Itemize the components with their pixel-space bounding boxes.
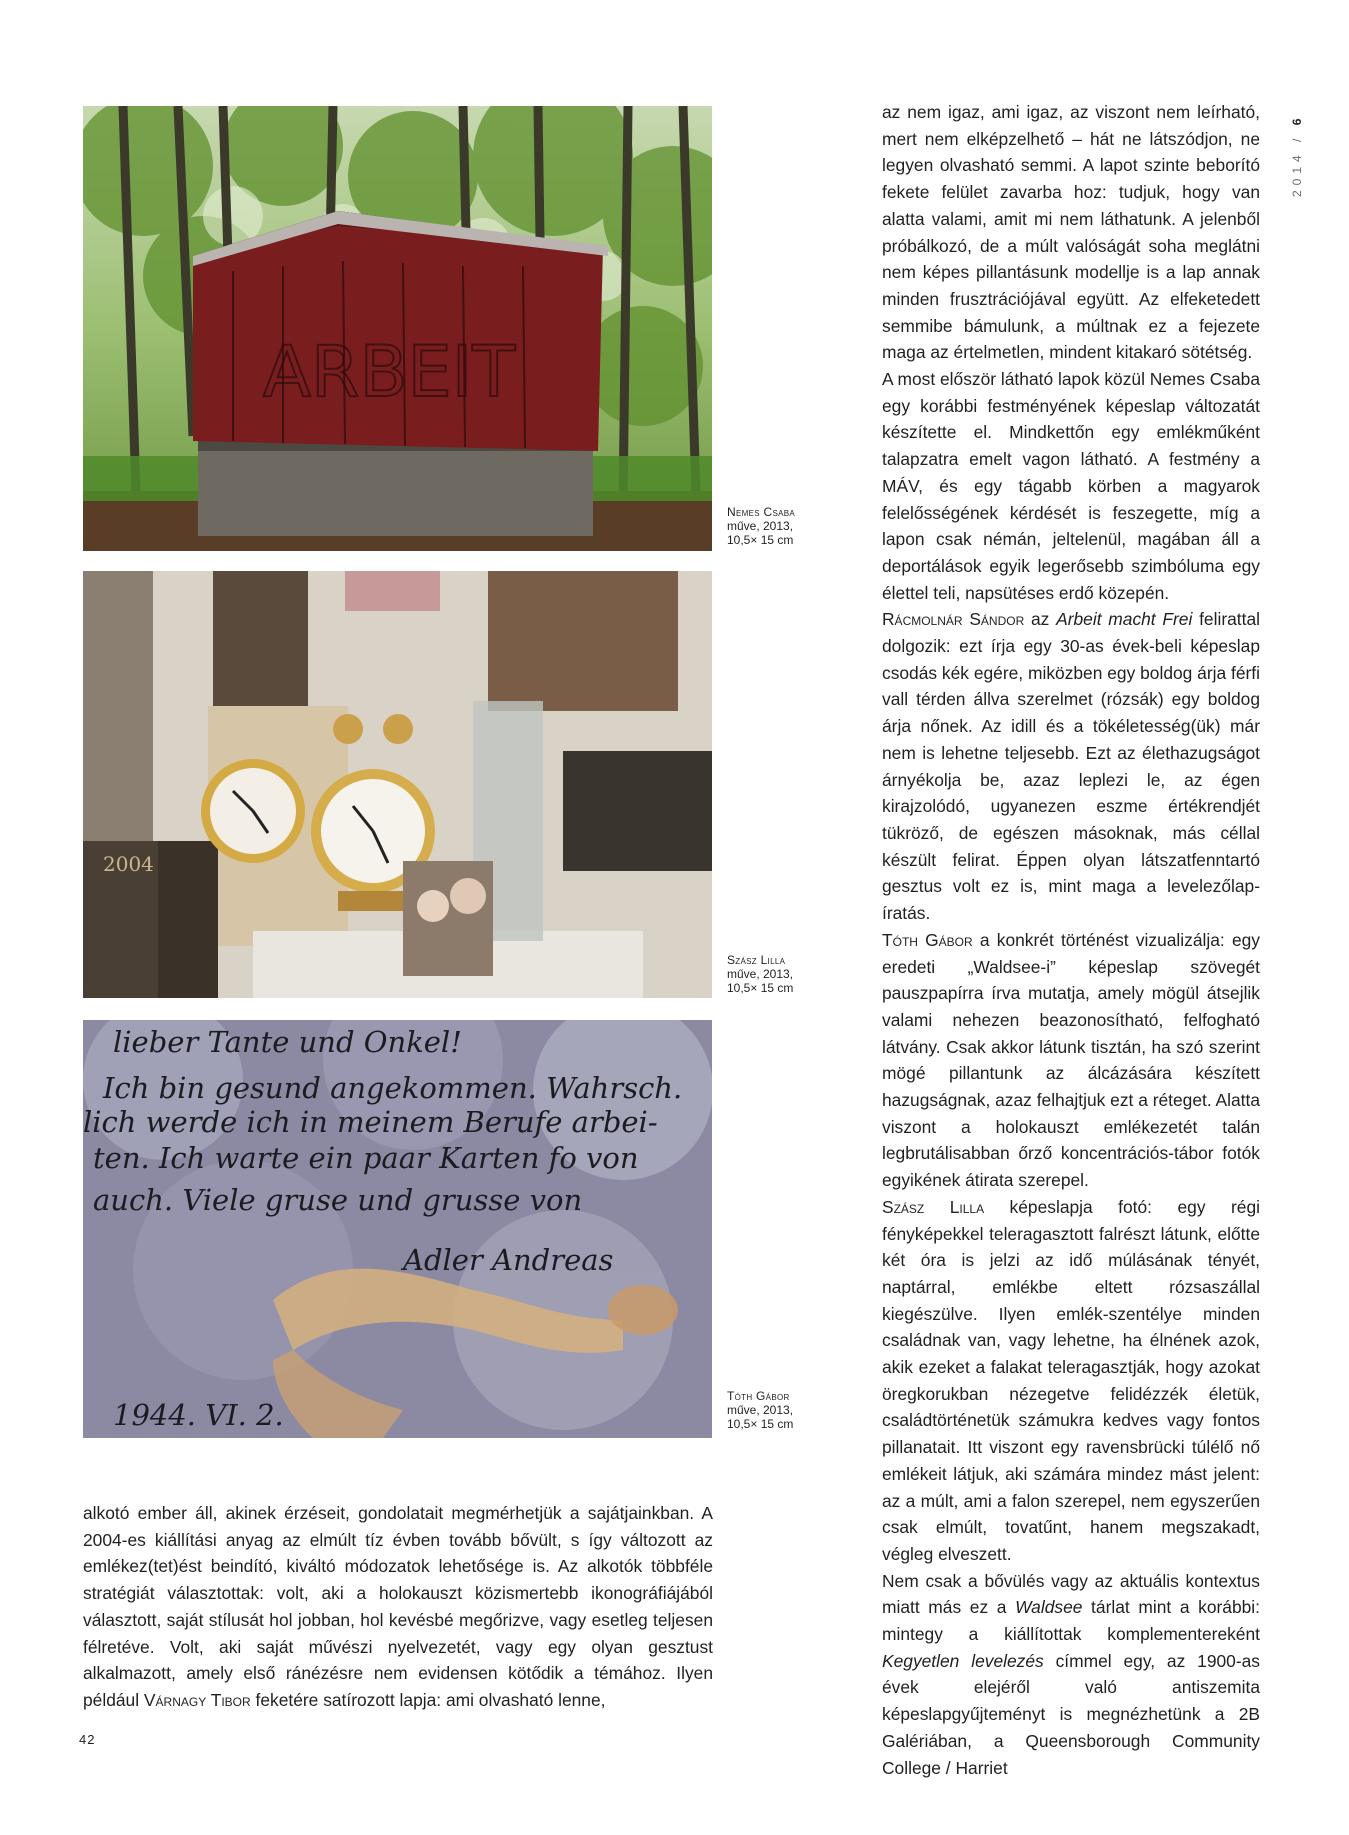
postcard-artwork	[83, 1020, 712, 1438]
postcard-line: auch. Viele gruse und grusse von	[93, 1183, 583, 1217]
clock-year-label: 2004	[103, 852, 154, 876]
caption-artist: Tóth Gábor	[727, 1389, 790, 1403]
work-title: Arbeit macht Frei	[1056, 609, 1193, 630]
issue-label	[1290, 102, 1306, 197]
exhibition-title: Kegyetlen levelezés	[882, 1650, 1044, 1671]
paragraph: Szász Lilla képeslapja fotó: egy régi fényképekkel teleragasztott falrészt látunk, előtte két óra is jelzi az idő múlásának tényét, naptárral, emlékbe eltett rózsaszállal kiegészülve. Ilyen emlék-szentélye minden családnak van, vagy lehetne, ha élnének azok, akik ezeket a falakat teleragasztják, hogy azokat öregkorukban nézegetve felidézzék életük, családtörténetük számukra kedves vagy fontos pillanatait. Itt viszont egy ravensbrücki túlélő nő emlékeit látjuk, aki számára mindez mást jelent: az a múlt, ami a falon szerepel, nem egyszerűen csak elmúlt, tovatűnt, hanem megszakadt, végleg elveszett.	[882, 1196, 1260, 1564]
issue-number: 6	[1290, 113, 1304, 126]
paragraph: Rácmolnár Sándor az Arbeit macht Frei felirattal dolgozik: ezt írja egy 30-as évek-beli képeslap csodás kék egére, miközben egy boldog árja férfi vall térden állva szerelmet (rózsák) egy boldog árja nőnek. Az idill és a tökéletesség(ük) már nem is lehetne teljesebb. Ezt az élethazugságot árnyékolja be, azaz leplezi le, az égen kirajzolódó, ugyanezen eszme értékrendjét tükröző, de egészen másoknak, más céllal készült felirat. Éppen olyan látszatfenntartó gesztus volt ez is, mint maga a levelezőlap-íratás.	[882, 609, 1260, 924]
caption-size: 10,5× 15 cm	[727, 533, 794, 547]
caption-figure-3	[727, 1389, 827, 1431]
postcard-date: 1944. VI. 2.	[113, 1398, 284, 1432]
artist-name: Tóth Gábor	[882, 929, 973, 950]
caption-artist: Nemes Csaba	[727, 505, 795, 519]
artwork-toth-gabor	[83, 1020, 712, 1438]
caption-size: 10,5× 15 cm	[727, 1417, 794, 1431]
paragraph: Tóth Gábor a konkrét történést vizualizálja: egy eredeti „Waldsee-i” képeslap szövegét pauszpapírra írva mutatja, amely mögül átsejlik valami nehezen beazonosítható, felfogható látvány. Csak akkor látunk tisztán, ha szó szerint mögé pillantunk az álcázására készített hazugságnak, azaz felhajtjuk ezt a réteget. Alatta viszont a holokauszt emlékezetét talán legbrutálisabban őrző koncentrációs-tábor fotók egyikének átirata szerepel.	[882, 929, 1261, 1191]
article-right-column	[882, 99, 1260, 1781]
postcard-line: lieber Tante und Onkel!	[113, 1025, 462, 1059]
paragraph: az nem igaz, ami igaz, az viszont nem leírható, mert nem elképzelhető – hát ne látszódjon, ne legyen olvasható semmi. A lapot szinte beborító fekete felület zavarba hoz: tudjuk, hogy van alatta valami, amit mi nem láthatunk. A jelenből próbálkozó, de a múlt valóságát soha meglátni nem képes pillantásunk modellje is a lap annak minden frusztrációjával együtt. Az elfeketedett semmibe bámulunk, a múltnak ez a fejezete maga az értelmetlen, mindent kitakaró sötétség.	[882, 102, 1260, 363]
svg-text:ARBEIT: ARBEIT	[263, 331, 516, 413]
caption-date: műve, 2013,	[727, 519, 794, 533]
caption-date: műve, 2013,	[727, 1403, 794, 1417]
artist-name: Rácmolnár Sándor	[882, 609, 1025, 630]
postcard-line: Ich bin gesund angekommen. Wahrsch.	[103, 1071, 683, 1105]
paragraph: Nem csak a bővülés vagy az aktuális kontextus miatt más ez a Waldsee tárlat mint a korábbi: mintegy a kiállítottak komplementereként Kegyetlen levelezés címmel egy, az 1900-as évek elejéről való antiszemita képeslapgyűjteményt is megnézhetünk a 2B Galériában, a Queensborough Community College / Harriet	[882, 1570, 1260, 1778]
postcard-signature: Adler Andreas	[403, 1243, 614, 1277]
caption-figure-1	[727, 505, 827, 547]
caption-size: 10,5× 15 cm	[727, 981, 794, 995]
caption-date: műve, 2013,	[727, 967, 794, 981]
caption-artist: Szász Lilla	[727, 953, 786, 967]
wagon-painting	[83, 106, 712, 551]
artwork-szasz-lilla	[83, 571, 712, 998]
clocks-photo	[83, 571, 712, 998]
artwork-nemes-csaba	[83, 106, 712, 551]
exhibition-title: Waldsee	[1015, 1597, 1083, 1618]
paragraph: alkotó ember áll, akinek érzéseit, gondolatait megmérhetjük a sajátjainkban. A 2004-es kiállítási anyag az elmúlt tíz évben tovább bővült, s így változott az emlékez(tet)ést beindító, kiváltó módozatok lehetősége is. Az alkotók többféle stratégiát választottak: volt, aki a holokauszt közismertebb ikonográfiájából választott, saját stílusát hol jobban, hol kevésbé megőrizve, vagy esetleg teljesen félretéve. Volt, aki saját művészi nyelvezetét, vagy egy olyan gesztust alkalmazott, amely első ránézésre nem evidensen kötődik a témához. Ilyen például Várnagy Tibor feketére satírozott lapja: ami olvasható lenne,	[83, 1503, 713, 1710]
issue-year: 2014 /	[1290, 133, 1304, 197]
article-bottom-column	[83, 1500, 713, 1714]
artist-name: Várnagy Tibor	[143, 1689, 251, 1710]
paragraph: A most először látható lapok közül Nemes Csaba egy korábbi festményének képeslap változatát készítette el. Mindkettőn egy emlékműként talapzatra emelt vagon látható. A festmény a MÁV, és egy tágabb körben a magyarok felelősségének kérdését is feszegette, míg a lapon csak némán, jeltelenül, magában áll a deportálások egyik legerősebb szimbóluma egy élettel teli, napsütéses erdő közepén.	[882, 369, 1260, 603]
postcard-line: ten. Ich warte ein paar Karten fo von	[93, 1141, 639, 1175]
postcard-line: lich werde ich in meinem Berufe arbei-	[83, 1105, 658, 1139]
clock-small	[201, 759, 305, 863]
caption-figure-2	[727, 953, 827, 995]
page-number: 42	[79, 1732, 96, 1747]
artist-name: Szász Lilla	[882, 1196, 985, 1217]
